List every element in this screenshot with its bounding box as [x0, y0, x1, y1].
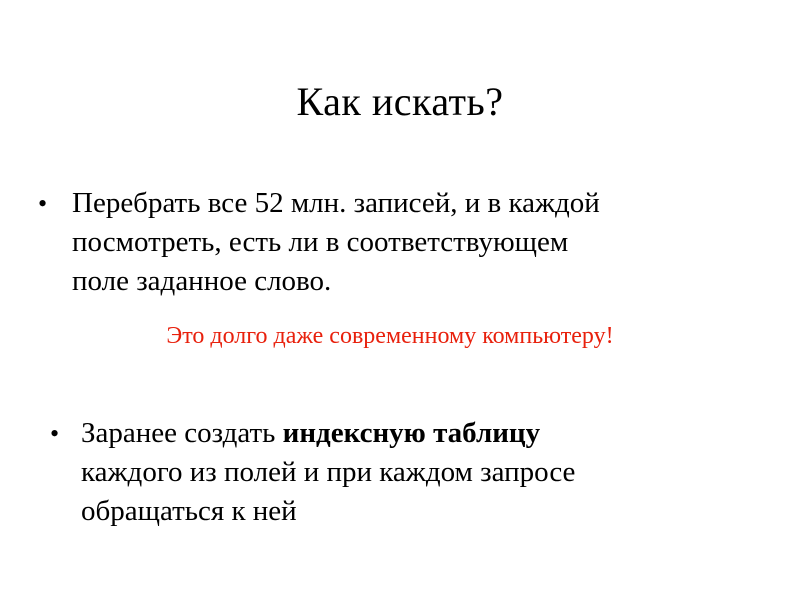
- bullet-text-line: поле заданное слово.: [72, 265, 332, 297]
- slide-title: Как искать?: [296, 79, 504, 124]
- bullet-item-brute-force: [38, 184, 772, 301]
- bullet-item-index-table: [50, 414, 781, 531]
- bullet-text-prefix: Заранее создать: [81, 417, 283, 449]
- bullet-icon: •: [50, 419, 60, 448]
- bullet-icon: •: [38, 189, 48, 218]
- bullet-text-line: каждого из полей и при каждом запросе: [81, 456, 576, 488]
- bullet-text-emphasis: индексную таблицу: [282, 417, 541, 449]
- bullet-text-line: обращаться к ней: [81, 495, 297, 527]
- bullet-text-line: Перебрать все 52 млн. записей, и в каждой: [72, 187, 600, 219]
- bullet-text-line: посмотреть, есть ли в соответствующем: [72, 226, 569, 258]
- bullet-text-line: [81, 414, 781, 453]
- warning-note: Это долго даже современному компьютеру!: [166, 323, 614, 349]
